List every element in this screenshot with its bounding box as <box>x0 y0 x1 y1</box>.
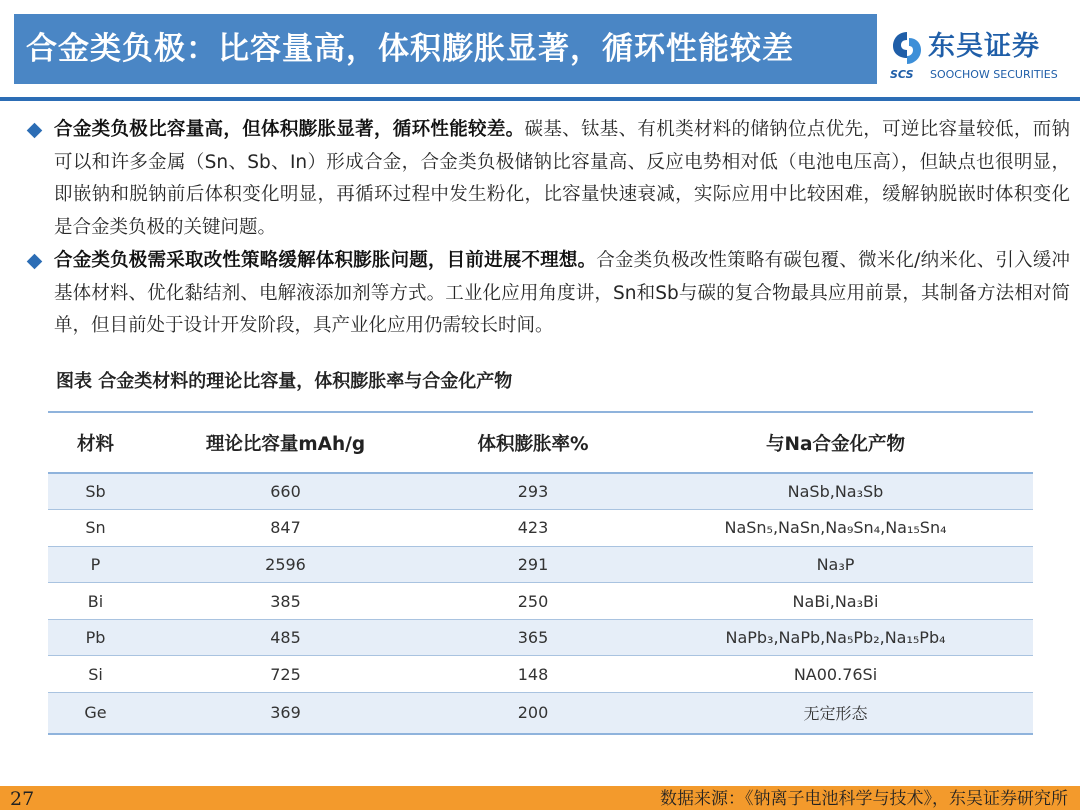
column-header-expansion: 体积膨胀率% <box>428 413 638 473</box>
cell-product: NaPb₃,NaPb,Na₅Pb₂,Na₁₅Pb₄ <box>638 619 1033 656</box>
logo-mark-icon <box>890 30 924 66</box>
cell-capacity: 660 <box>143 473 428 510</box>
cell-product: NA00.76Si <box>638 656 1033 693</box>
logo-chinese-name: 东吴证券 <box>928 31 1040 62</box>
cell-product: NaBi,Na₃Bi <box>638 583 1033 620</box>
cell-material: Pb <box>48 619 143 656</box>
column-header-material: 材料 <box>48 413 143 473</box>
table-row <box>48 693 1033 734</box>
logo-english-name: SOOCHOW SECURITIES <box>930 68 1058 81</box>
cell-product: 无定形态 <box>638 693 1033 734</box>
figure-caption: 图表 合金类材料的理论比容量，体积膨胀率与合金化产物 <box>56 371 513 392</box>
cell-expansion: 250 <box>428 583 638 620</box>
bullet-paragraph <box>54 245 1070 343</box>
cell-product: Na₃P <box>638 546 1033 583</box>
cell-expansion: 423 <box>428 510 638 547</box>
column-header-capacity: 理论比容量mAh/g <box>143 413 428 473</box>
cell-material: Sb <box>48 473 143 510</box>
page-number: 27 <box>10 788 35 810</box>
table-row <box>48 510 1033 547</box>
cell-material: Bi <box>48 583 143 620</box>
table-row <box>48 546 1033 583</box>
cell-material: P <box>48 546 143 583</box>
title-bar <box>14 14 877 84</box>
cell-capacity: 2596 <box>143 546 428 583</box>
bullet-lead: 合金类负极比容量高，但体积膨胀显著，循环性能较差。 <box>54 119 525 140</box>
cell-capacity: 725 <box>143 656 428 693</box>
cell-product: NaSb,Na₃Sb <box>638 473 1033 510</box>
cell-expansion: 291 <box>428 546 638 583</box>
cell-product: NaSn₅,NaSn,Na₉Sn₄,Na₁₅Sn₄ <box>638 510 1033 547</box>
cell-capacity: 385 <box>143 583 428 620</box>
cell-expansion: 148 <box>428 656 638 693</box>
header-divider <box>0 97 1080 101</box>
company-logo <box>890 30 1070 90</box>
cell-material: Ge <box>48 693 143 734</box>
bullet-body: 碳基、钛基、有机类材料的储钠位点优先，可逆比容量较低，而钠可以和许多金属（Sn、Sb、In）形成合金，合金类负极储钠比容量高、反应电势相对低（电池电压高），但缺点也很明显，即嵌钠和脱钠前后体积变化明显，再循环过程中发生粉化，比容量快速衰减，实际应用中比较困难，缓解钠脱嵌时体积变化是合金类负极的关键问题。 <box>54 119 1070 238</box>
cell-expansion: 293 <box>428 473 638 510</box>
cell-capacity: 847 <box>143 510 428 547</box>
page-title: 合金类负极：比容量高，体积膨胀显著，循环性能较差 <box>26 31 794 67</box>
bullet-item <box>24 245 1070 343</box>
cell-material: Sn <box>48 510 143 547</box>
table-row <box>48 619 1033 656</box>
bullet-paragraph <box>54 114 1070 244</box>
column-header-product: 与Na合金化产物 <box>638 413 1033 473</box>
bullet-body: 合金类负极改性策略有碳包覆、微米化/纳米化、引入缓冲基体材料、优化黏结剂、电解液添加剂等方式。工业化应用角度讲，Sn和Sb与碳的复合物最具应用前景，其制备方法相对简单，但目前处于设计开发阶段，具产业化应用仍需较长时间。 <box>54 250 1070 336</box>
cell-capacity: 485 <box>143 619 428 656</box>
cell-expansion: 200 <box>428 693 638 734</box>
data-source: 数据来源：《钠离子电池科学与技术》，东吴证券研究所 <box>660 789 1068 809</box>
diamond-bullet-icon <box>27 254 43 270</box>
data-table <box>48 411 1033 735</box>
bullet-lead: 合金类负极需采取改性策略缓解体积膨胀问题，目前进展不理想。 <box>54 250 597 271</box>
cell-expansion: 365 <box>428 619 638 656</box>
table-row <box>48 473 1033 510</box>
table-row <box>48 656 1033 693</box>
bullet-item <box>24 114 1070 244</box>
cell-material: Si <box>48 656 143 693</box>
cell-capacity: 369 <box>143 693 428 734</box>
table-header-row <box>48 413 1033 473</box>
diamond-bullet-icon <box>27 123 43 139</box>
table-row <box>48 583 1033 620</box>
logo-abbreviation: SCS <box>890 68 914 81</box>
